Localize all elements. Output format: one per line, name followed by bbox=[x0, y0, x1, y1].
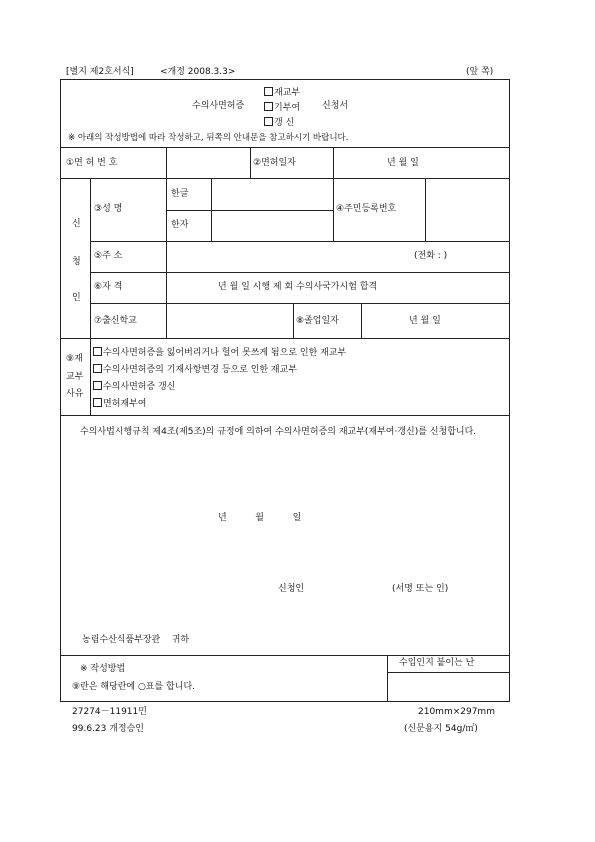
name-label: ③성 명 bbox=[94, 204, 123, 214]
address-label: ⑤주 소 bbox=[94, 251, 123, 261]
checkbox-icon bbox=[93, 364, 102, 373]
hanja-name-field[interactable] bbox=[212, 211, 332, 240]
hanja-label: 한자 bbox=[171, 220, 189, 230]
recipient-line: 농림수산식품부장관 귀하 bbox=[82, 635, 190, 645]
paper-size: 210mm×297mm bbox=[418, 707, 495, 717]
applicant-label-1: 신 bbox=[72, 219, 81, 229]
revenue-stamp-area[interactable] bbox=[388, 673, 509, 701]
license-date-field[interactable]: 년 월 일 bbox=[387, 158, 419, 168]
method-title: ※ 작성방법 bbox=[80, 664, 126, 674]
method-text: ⑨란은 해당란에 ○표를 합니다. bbox=[72, 682, 195, 692]
checkbox-icon bbox=[93, 381, 102, 390]
form-code: 27274－11911민 bbox=[72, 707, 147, 717]
license-date-label: ②면허일자 bbox=[253, 158, 296, 168]
qualification-label: ⑥자 격 bbox=[94, 282, 123, 292]
title-suffix: 신청서 bbox=[322, 101, 349, 111]
qualification-field[interactable]: 년 월 일 시행 제 회 수의사국가시험 합격 bbox=[218, 282, 378, 292]
graduation-date-field[interactable]: 년 월 일 bbox=[409, 316, 441, 326]
resident-number-field[interactable] bbox=[426, 179, 509, 240]
checkbox-icon bbox=[93, 398, 102, 407]
application-date[interactable]: 년 월 일 bbox=[218, 513, 302, 523]
signature-label: (서명 또는 인) bbox=[392, 584, 449, 594]
revenue-stamp-label: 수입인지 붙이는 난 bbox=[399, 658, 475, 668]
reason-option-4[interactable]: 면허재부여 bbox=[93, 398, 146, 409]
license-number-field[interactable] bbox=[167, 148, 249, 177]
reason-option-1[interactable]: 수의사면허증을 잃어버리거나 헐어 못쓰게 됨으로 인한 재교부 bbox=[93, 347, 346, 358]
korean-label: 한글 bbox=[171, 189, 189, 199]
approval-note: 99.6.23 개정승인 bbox=[72, 724, 144, 734]
license-number-label: ①면 허 번 호 bbox=[66, 158, 118, 168]
application-statement: 수의사법시행규칙 제4조(제5조)의 규정에 의하여 수의사면허증의 재교부(재부여·갱신)를 신청합니다. bbox=[80, 427, 477, 437]
title-option-3[interactable]: 갱 신 bbox=[264, 117, 294, 128]
checkbox-icon bbox=[93, 347, 102, 356]
page-side-label: (앞 쪽) bbox=[466, 67, 494, 77]
form-label: [별지 제2호서식] bbox=[66, 67, 134, 77]
phone-field[interactable]: (전화 : ) bbox=[414, 251, 448, 261]
paper-type: (신문용지 54g/㎡) bbox=[404, 724, 478, 734]
checkbox-icon bbox=[264, 102, 273, 111]
applicant-label: 신청인 bbox=[278, 584, 305, 594]
korean-name-field[interactable] bbox=[212, 179, 332, 209]
revision-date: <개정 2008.3.3> bbox=[160, 67, 236, 77]
title-option-1[interactable]: 재교부 bbox=[264, 87, 300, 98]
reason-label-1: ⑨재 bbox=[66, 354, 83, 364]
resident-number-label: ④주민등록번호 bbox=[336, 204, 397, 214]
applicant-label-2: 청 bbox=[72, 257, 81, 267]
address-field[interactable] bbox=[167, 242, 407, 271]
checkbox-icon bbox=[264, 117, 273, 126]
school-field[interactable] bbox=[167, 304, 292, 337]
school-label: ⑦출신학교 bbox=[94, 316, 137, 326]
applicant-label-3: 인 bbox=[72, 293, 81, 303]
title-option-2[interactable]: 기부여 bbox=[264, 102, 300, 113]
checkbox-icon bbox=[264, 87, 273, 96]
reason-label-2: 교부 bbox=[66, 372, 84, 382]
reason-label-3: 사유 bbox=[66, 389, 84, 399]
reason-option-2[interactable]: 수의사면허증의 기재사항변경 등으로 인한 재교부 bbox=[93, 364, 297, 375]
title-prefix: 수의사면허증 bbox=[192, 101, 245, 111]
graduation-date-label: ⑧졸업일자 bbox=[296, 316, 339, 326]
applicant-name-field[interactable] bbox=[318, 578, 388, 596]
notice-text: ※ 아래의 작성방법에 따라 작성하고, 뒤쪽의 안내문을 참고하시기 바랍니다. bbox=[68, 133, 349, 143]
reason-option-3[interactable]: 수의사면허증 갱신 bbox=[93, 381, 175, 392]
